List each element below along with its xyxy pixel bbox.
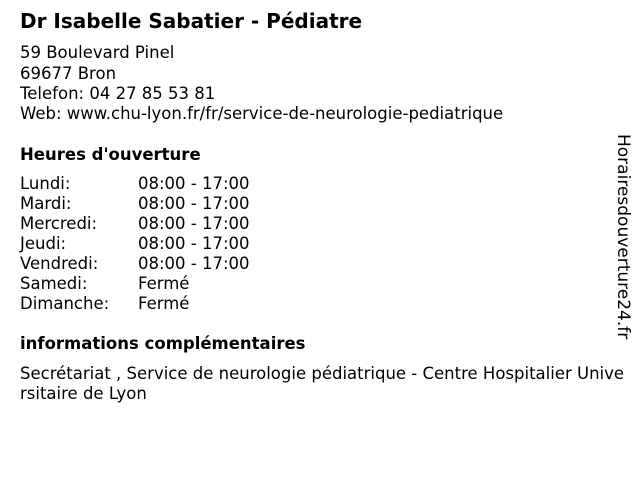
- info-heading: informations complémentaires: [20, 334, 306, 353]
- day-label: Dimanche:: [20, 294, 110, 313]
- hours-heading: Heures d'ouverture: [20, 145, 201, 164]
- day-label: Mercredi:: [20, 214, 98, 233]
- page-title: Dr Isabelle Sabatier - Pédiatre: [20, 9, 363, 33]
- brand-text: Horairesdouverture24.fr: [613, 134, 633, 340]
- phone-line: Telefon: 04 27 85 53 81: [20, 84, 216, 103]
- brand-watermark: [612, 134, 634, 344]
- day-label: Samedi:: [20, 274, 88, 293]
- address-city: 69677 Bron: [20, 64, 117, 83]
- hours-row-friday: [20, 254, 320, 274]
- day-label: Mardi:: [20, 194, 72, 213]
- info-text: Secrétariat , Service de neurologie pédiatrique - Centre Hospitalier Universitaire de Lyon: [20, 364, 625, 403]
- day-label: Lundi:: [20, 174, 71, 193]
- hours-row-saturday: [20, 274, 320, 294]
- hours-row-sunday: [20, 294, 320, 314]
- web-line: Web: www.chu-lyon.fr/fr/service-de-neurologie-pediatrique: [20, 104, 504, 123]
- hours-row-thursday: [20, 234, 320, 254]
- hours-row-tuesday: [20, 194, 320, 214]
- day-hours: Fermé: [138, 294, 190, 313]
- day-hours: 08:00 - 17:00: [138, 254, 250, 273]
- day-hours: 08:00 - 17:00: [138, 194, 250, 213]
- day-label: Vendredi:: [20, 254, 99, 273]
- hours-row-wednesday: [20, 214, 320, 234]
- day-hours: 08:00 - 17:00: [138, 174, 250, 193]
- address-street: 59 Boulevard Pinel: [20, 43, 175, 62]
- hours-row-monday: [20, 174, 320, 194]
- day-hours: 08:00 - 17:00: [138, 214, 250, 233]
- day-label: Jeudi:: [20, 234, 67, 253]
- day-hours: 08:00 - 17:00: [138, 234, 250, 253]
- day-hours: Fermé: [138, 274, 190, 293]
